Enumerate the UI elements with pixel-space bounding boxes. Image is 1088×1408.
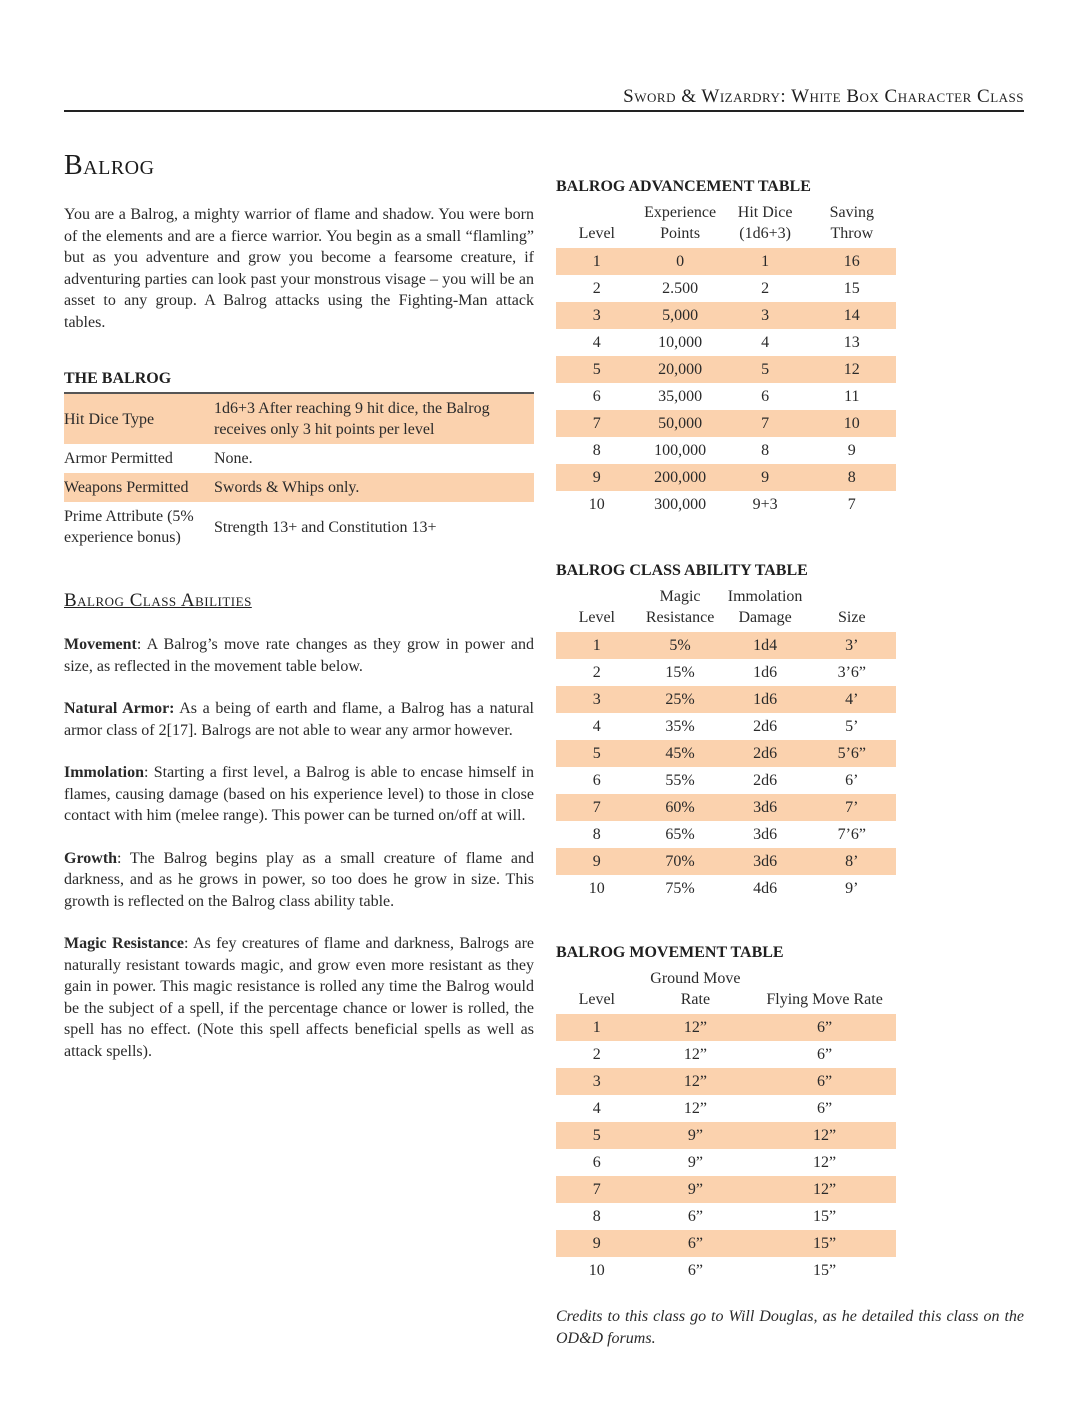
info-value: 1d6+3 After reaching 9 hit dice, the Balrog receives only 3 hit points per level	[214, 393, 534, 444]
table-cell: 12”	[753, 1122, 896, 1149]
info-value: None.	[214, 450, 253, 467]
table-cell: 7	[556, 410, 638, 437]
table-row	[556, 794, 896, 821]
table-cell: 12”	[638, 1014, 754, 1041]
table-cell: 9	[556, 848, 638, 875]
table-cell: 7’6”	[837, 825, 867, 843]
table-row	[556, 1203, 896, 1230]
ability-growth: Growth: The Balrog begins play as a small creature of flame and darkness, and as he grows in power, so too does he grow in size. This growth is reflected on the Balrog class ability table.	[64, 849, 534, 910]
ability-magic-resistance: Magic Resistance: As fey creatures of flame and darkness, Balrogs are naturally resistant towards magic, and grow even more resistant as they gain in power. This magic resistance is rolled any time the Balrog would be the subject of a spell, if the percentage chance or lower is rolled, the spell has no effect. (Note this spell affects beneficial spells as well as attack spells).	[64, 935, 535, 1060]
table-cell: 45%	[638, 740, 723, 767]
table-cell: 1d6	[723, 686, 808, 713]
table-cell: 9	[847, 441, 856, 459]
intro-paragraph: You are a Balrog, a mighty warrior of flame and shadow. You were born of the elements and are a fierce warrior. You begin as a small “flamling” but as you adventure and grow you become a fearsome creature, if adventuring parties can look past your monstrous visage – you will be an asset to any group. A Balrog attacks using the Fighting-Man attack tables.	[64, 206, 534, 331]
table-cell: 10	[808, 410, 896, 437]
table-cell: 20,000	[638, 356, 723, 383]
info-table-title: THE BALROG	[64, 370, 172, 387]
column-header: Size	[838, 609, 866, 626]
table-cell: 12	[808, 356, 896, 383]
column-header: Ground Move Rate	[650, 970, 741, 1008]
table-cell: 6”	[817, 1045, 833, 1063]
table-cell: 15”	[813, 1207, 837, 1225]
table-cell: 3d6	[723, 848, 808, 875]
table-cell: 4	[592, 1099, 601, 1117]
movement-table-title: BALROG MOVEMENT TABLE	[556, 944, 784, 961]
ability-name: Movement	[64, 636, 137, 653]
abilities-heading: Balrog Class Abilities	[64, 590, 252, 611]
table-cell: 1d4	[723, 632, 808, 659]
credits-note: Credits to this class go to Will Douglas, as he detailed this class on the OD&D forums.	[556, 1308, 1024, 1347]
table-cell: 50,000	[638, 410, 723, 437]
left-column	[64, 204, 534, 1083]
table-row	[556, 767, 896, 794]
info-value: Swords & Whips only.	[214, 473, 534, 502]
table-header-row	[556, 962, 896, 1014]
table-cell: 10	[588, 495, 605, 513]
table-cell: 2	[761, 279, 770, 297]
table-cell: 8	[592, 1207, 601, 1225]
table-row	[556, 740, 896, 767]
column-header: Level	[578, 991, 615, 1008]
table-cell: 8	[592, 441, 601, 459]
table-cell: 12”	[683, 1099, 707, 1117]
ability-movement: Movement: A Balrog’s move rate changes as they grow in power and size, as reflected in the movement table below.	[64, 636, 534, 675]
table-row	[556, 491, 896, 518]
column-header: Immolation Damage	[727, 588, 803, 626]
ability-text: Starting a first level, a Balrog is able to encase himself in flames, causing damage (based on his experience level) to those in close contact with him (melee range). This power can be turned on/off at will.	[64, 764, 534, 824]
table-row	[556, 329, 896, 356]
table-cell: 9+3	[752, 495, 778, 513]
table-row	[556, 410, 896, 437]
table-cell: 9”	[638, 1122, 754, 1149]
table-row	[556, 848, 896, 875]
ability-text: A Balrog’s move rate changes as they grow in power and size, as reflected in the movement table below.	[64, 636, 534, 675]
table-row	[64, 444, 534, 473]
ability-text: As a being of earth and flame, a Balrog has a natural armor class of 2[17]. Balrogs are not able to wear any armor however.	[64, 700, 535, 739]
table-cell: 25%	[638, 686, 723, 713]
table-cell: 6”	[687, 1207, 703, 1225]
table-cell: 7	[556, 1176, 638, 1203]
table-cell: 8	[592, 825, 601, 843]
table-cell: 3	[723, 302, 808, 329]
table-cell: 4’	[808, 686, 896, 713]
table-cell: 3’6”	[837, 663, 867, 681]
table-cell: 15	[843, 279, 860, 297]
ability-name: Natural Armor:	[64, 700, 175, 717]
page-title: Balrog	[64, 150, 155, 181]
table-cell: 12”	[638, 1068, 754, 1095]
table-cell: 10	[588, 879, 605, 897]
table-cell: 6”	[753, 1014, 896, 1041]
column-header: Flying Move Rate	[766, 991, 883, 1008]
table-cell: 200,000	[638, 464, 723, 491]
movement-table	[556, 962, 896, 1284]
abilities-list	[64, 634, 534, 1062]
table-cell: 6	[592, 771, 601, 789]
ability-text: As fey creatures of flame and darkness, Balrogs are naturally resistant towards magic, and grow even more resistant as they gain in power. This magic resistance is rolled any time the Balrog would be the subject of a spell, if the percentage chance or lower is rolled, the spell has no effect. (Note this spell affects beneficial spells as well as attack spells).	[64, 935, 535, 1060]
table-row	[556, 1257, 896, 1284]
table-cell: 2d6	[753, 771, 778, 789]
table-cell: 2	[592, 279, 601, 297]
table-cell: 3d6	[753, 825, 778, 843]
table-row	[556, 1095, 896, 1122]
info-label: Prime Attribute (5% experience bonus)	[64, 508, 194, 546]
column-header: Experience Points	[644, 204, 717, 242]
ability-table	[556, 580, 896, 902]
table-cell: 10	[588, 1261, 605, 1279]
table-cell: 6	[761, 387, 770, 405]
table-row	[556, 1122, 896, 1149]
table-row	[556, 1176, 896, 1203]
table-cell: 70%	[638, 848, 723, 875]
table-cell: 5’	[845, 717, 859, 735]
table-header-row	[556, 196, 896, 248]
ability-name: Magic Resistance	[64, 935, 185, 952]
table-cell: 3’	[808, 632, 896, 659]
table-cell: 4	[592, 717, 601, 735]
table-cell: 4d6	[753, 879, 778, 897]
table-cell: 2	[592, 663, 601, 681]
table-cell: 8	[808, 464, 896, 491]
advancement-table-title: BALROG ADVANCEMENT TABLE	[556, 178, 811, 195]
ability-immolation: Immolation: Starting a first level, a Balrog is able to encase himself in flames, causing damage (based on his experience level) to those in close contact with him (melee range). This power can be turned on/off at will.	[64, 764, 534, 824]
table-cell: 35%	[665, 717, 695, 735]
table-cell: 5	[556, 356, 638, 383]
table-cell: 7’	[808, 794, 896, 821]
table-cell: 3	[556, 686, 638, 713]
column-header: Magic Resistance	[645, 588, 715, 626]
table-cell: 75%	[665, 879, 695, 897]
ability-name: Immolation	[64, 764, 144, 781]
table-cell: 5	[556, 1122, 638, 1149]
right-column	[556, 178, 1024, 1350]
table-cell: 6”	[817, 1099, 833, 1117]
table-cell: 60%	[638, 794, 723, 821]
table-cell: 55%	[665, 771, 695, 789]
table-cell: 3	[556, 302, 638, 329]
table-cell: 7	[723, 410, 808, 437]
table-row	[556, 1230, 896, 1257]
table-cell: 0	[638, 248, 723, 275]
table-row	[556, 632, 896, 659]
table-cell: 6”	[687, 1261, 703, 1279]
table-row	[556, 1068, 896, 1095]
table-cell: 12”	[813, 1153, 837, 1171]
table-cell: 65%	[665, 825, 695, 843]
table-cell: 3	[556, 1068, 638, 1095]
info-label: Hit Dice Type	[64, 393, 214, 444]
table-cell: 2	[592, 1045, 601, 1063]
column-header: Level	[578, 225, 615, 242]
table-cell: 1	[556, 248, 638, 275]
table-cell: 1d6	[753, 663, 778, 681]
table-cell: 14	[808, 302, 896, 329]
table-row	[556, 1014, 896, 1041]
table-cell: 1	[556, 1014, 638, 1041]
table-cell: 6	[592, 387, 601, 405]
table-cell: 6	[592, 1153, 601, 1171]
table-row	[556, 437, 896, 464]
table-cell: 5,000	[638, 302, 723, 329]
table-cell: 8	[761, 441, 770, 459]
table-cell: 6”	[753, 1068, 896, 1095]
info-label: Armor Permitted	[64, 450, 173, 467]
ability-name: Growth	[64, 849, 118, 867]
table-row	[556, 302, 896, 329]
table-cell: 16	[808, 248, 896, 275]
ability-natural-armor	[64, 698, 534, 741]
table-cell: 4	[761, 333, 770, 351]
table-cell: 9	[556, 1230, 638, 1257]
table-cell: 9”	[687, 1153, 703, 1171]
table-cell: 100,000	[654, 441, 707, 459]
table-cell: 6’	[845, 771, 859, 789]
table-cell: 12”	[683, 1045, 707, 1063]
table-cell: 15”	[753, 1230, 896, 1257]
table-cell: 10,000	[658, 333, 703, 351]
column-header: Saving Throw	[829, 204, 875, 242]
table-row	[556, 821, 896, 848]
table-row	[556, 713, 896, 740]
table-row	[556, 464, 896, 491]
table-cell: 7	[556, 794, 638, 821]
table-cell: 2d6	[723, 740, 808, 767]
table-cell: 9	[556, 464, 638, 491]
table-cell: 6”	[638, 1230, 754, 1257]
table-cell: 15%	[665, 663, 695, 681]
table-row	[64, 473, 534, 502]
table-cell: 7	[847, 495, 856, 513]
table-cell: 8’	[808, 848, 896, 875]
table-cell: 2d6	[753, 717, 778, 735]
table-row	[556, 356, 896, 383]
running-head: Sword & Wizardry: White Box Character Class	[623, 86, 1024, 107]
table-row	[64, 393, 534, 444]
table-cell: 3d6	[723, 794, 808, 821]
table-row	[556, 686, 896, 713]
ability-table-title: BALROG CLASS ABILITY TABLE	[556, 562, 808, 579]
column-header: Hit Dice (1d6+3)	[737, 204, 793, 242]
table-row	[64, 502, 534, 552]
column-header: Level	[578, 609, 615, 626]
table-cell: 9”	[638, 1176, 754, 1203]
table-cell: 1	[556, 632, 638, 659]
table-cell: 13	[843, 333, 860, 351]
table-row	[556, 248, 896, 275]
table-row	[556, 875, 896, 902]
table-cell: 5	[723, 356, 808, 383]
table-row	[556, 1149, 896, 1176]
table-cell: 5’6”	[808, 740, 896, 767]
table-cell: 11	[844, 387, 860, 405]
info-label: Weapons Permitted	[64, 473, 214, 502]
info-table	[64, 392, 534, 552]
header-rule	[64, 110, 1024, 112]
table-cell: 300,000	[654, 495, 707, 513]
table-cell: 1	[723, 248, 808, 275]
advancement-table	[556, 196, 896, 518]
info-value: Strength 13+ and Constitution 13+	[214, 518, 437, 536]
table-row	[556, 275, 896, 302]
table-cell: 9’	[845, 879, 859, 897]
table-row	[556, 659, 896, 686]
ability-text: The Balrog begins play as a small creature of flame and darkness, and as he grows in power, so too does he grow in size. This growth is reflected on the Balrog class ability table.	[64, 849, 534, 910]
table-cell: 4	[592, 333, 601, 351]
table-cell: 12”	[753, 1176, 896, 1203]
table-cell: 35,000	[658, 387, 703, 405]
table-row	[556, 1041, 896, 1068]
table-cell: 5%	[638, 632, 723, 659]
table-cell: 9	[723, 464, 808, 491]
table-cell: 2.500	[662, 279, 699, 297]
table-cell: 5	[556, 740, 638, 767]
table-cell: 15”	[813, 1261, 837, 1279]
table-header-row	[556, 580, 896, 632]
table-row	[556, 383, 896, 410]
